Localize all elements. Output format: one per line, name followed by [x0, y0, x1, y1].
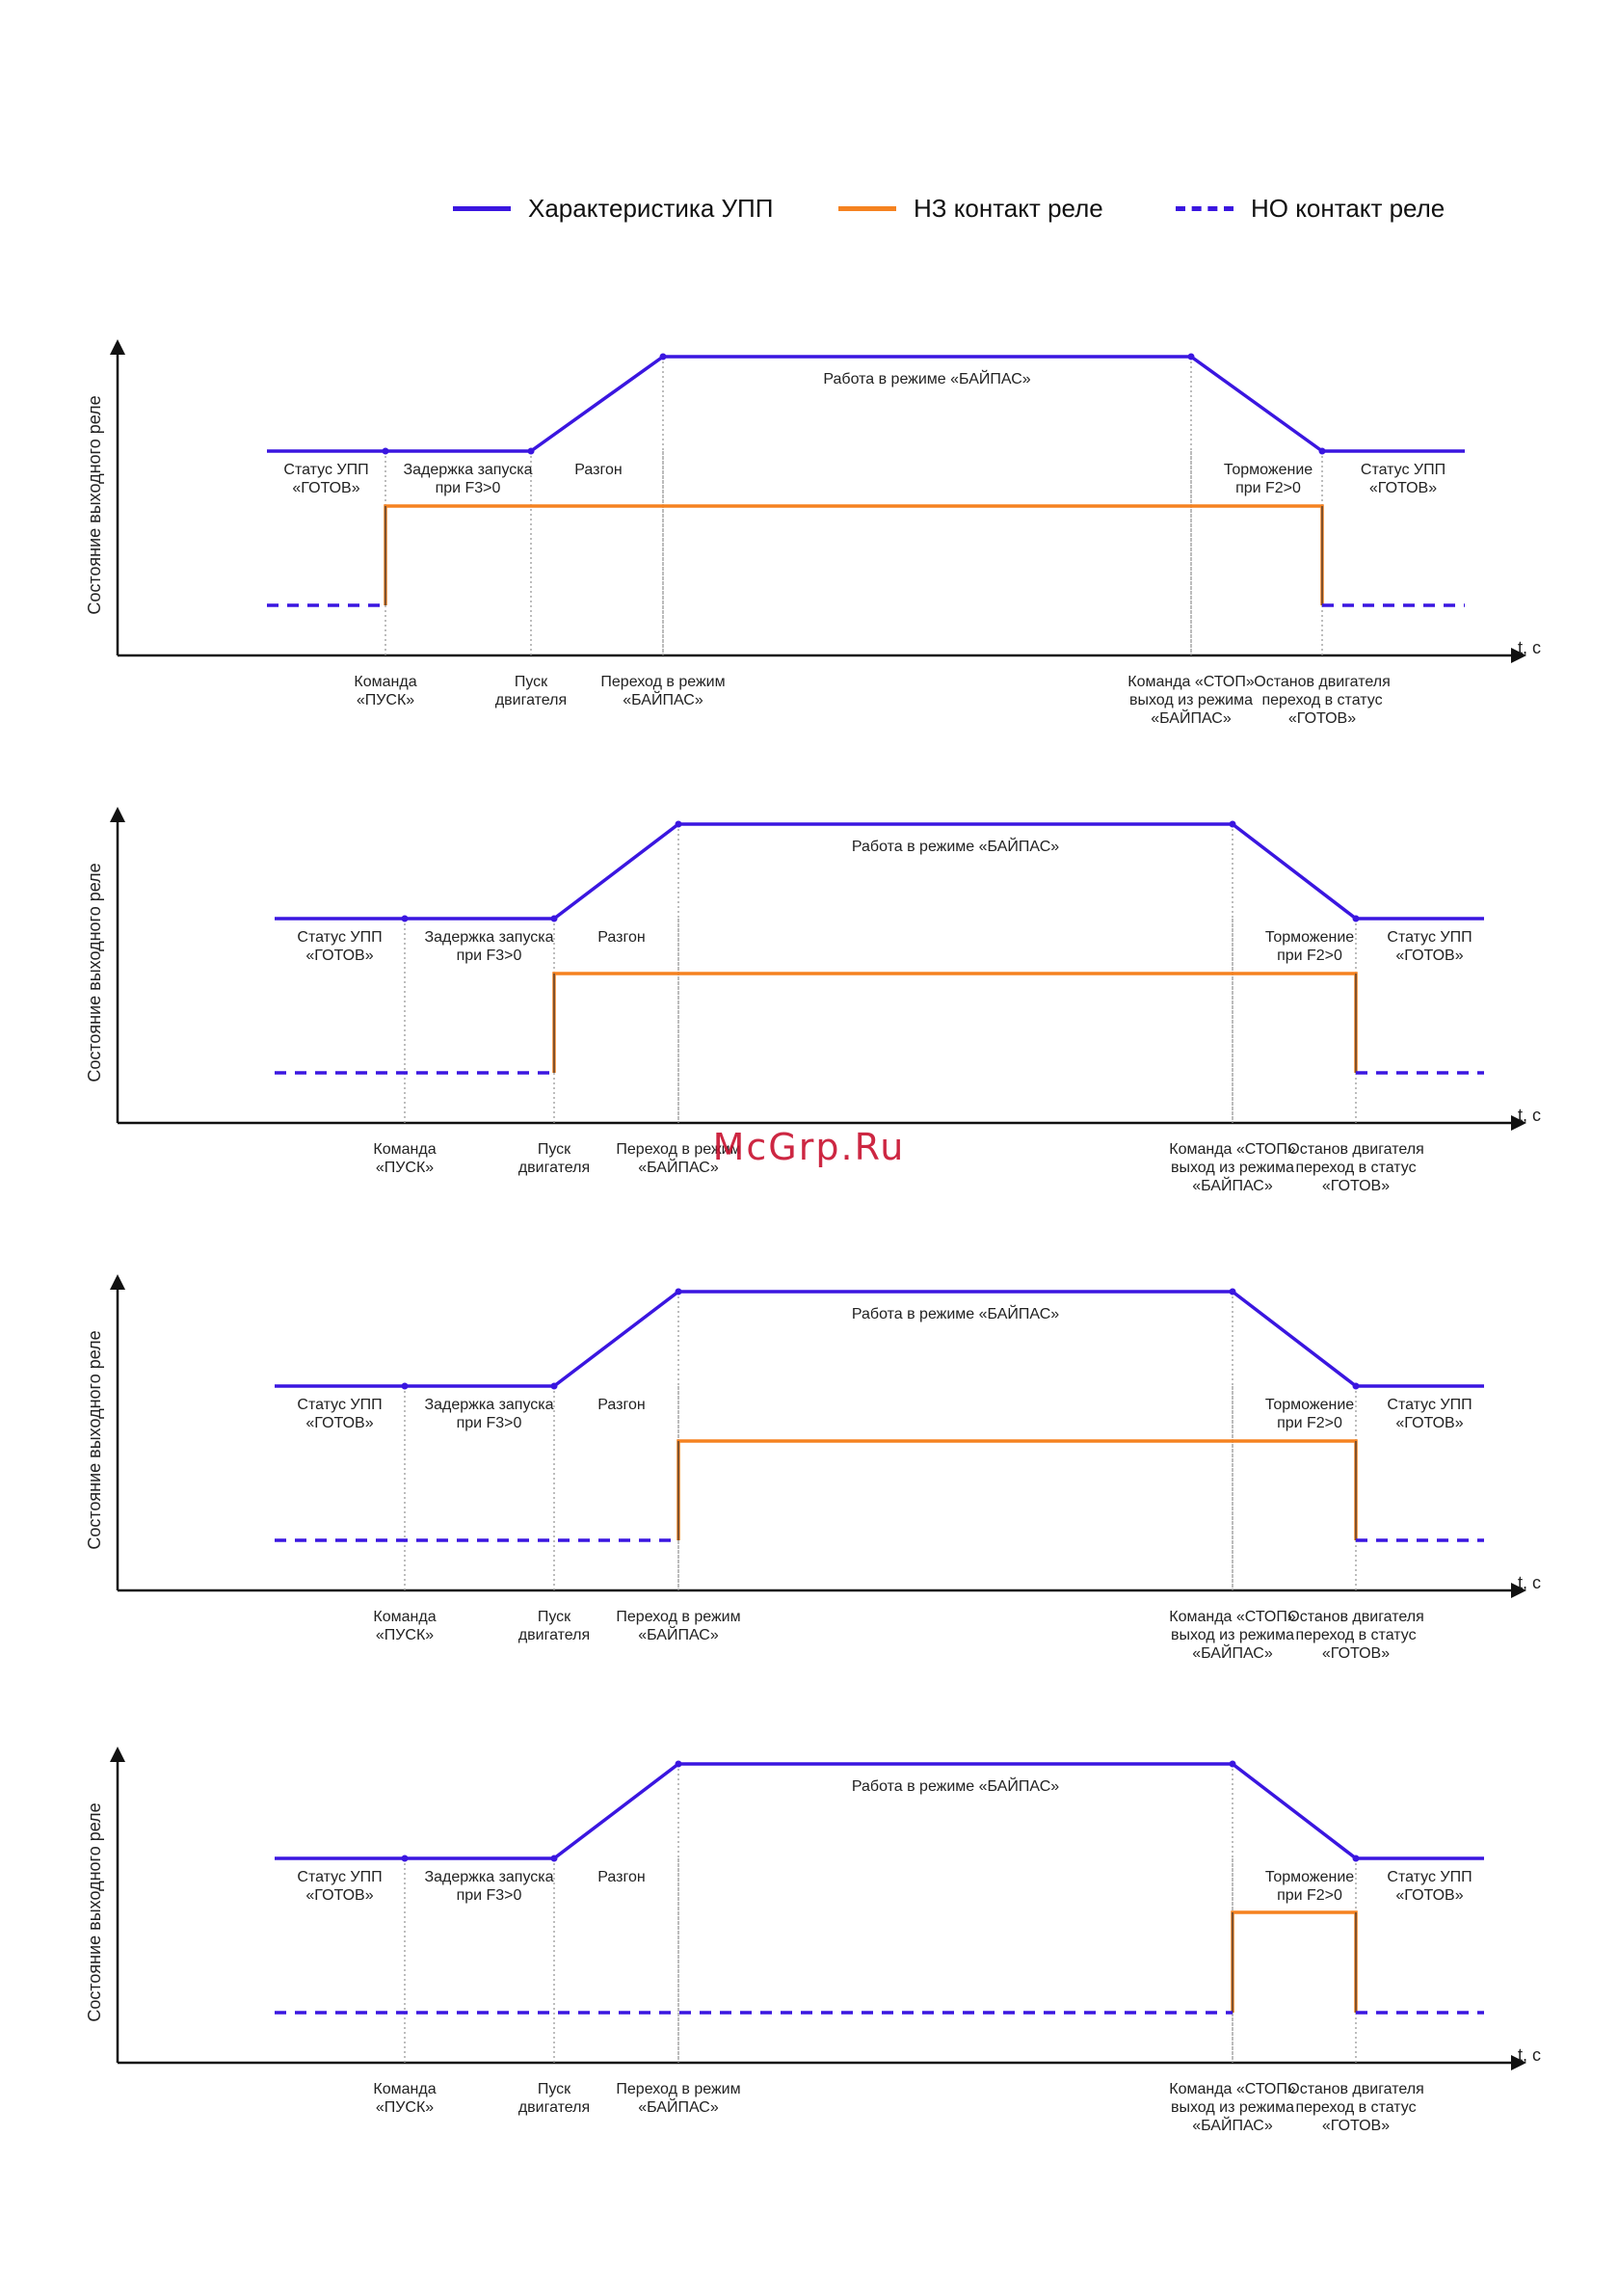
x-axis-label: t, с	[1518, 1106, 1542, 1125]
state-label	[424, 1397, 553, 1431]
characteristic-point	[676, 821, 682, 828]
state-label	[1387, 1397, 1472, 1431]
y-axis-label: Состояние выходного реле	[85, 863, 104, 1082]
label-line: Разгон	[597, 1397, 646, 1413]
x-axis-label: t, с	[1518, 638, 1542, 657]
y-axis-arrow	[110, 339, 125, 355]
event-label	[1287, 1609, 1424, 1662]
label-line: Останов двигателя	[1287, 1141, 1424, 1158]
characteristic-point	[676, 1289, 682, 1295]
characteristic-point	[402, 1855, 409, 1862]
label-line: Статус УПП	[297, 929, 383, 946]
label-line: Пуск	[537, 1609, 571, 1625]
legend-label: НО контакт реле	[1251, 193, 1446, 223]
relay-chart-3	[0, 1263, 1618, 1677]
state-label	[1265, 929, 1354, 964]
label-line: Статус УПП	[1387, 1869, 1472, 1885]
label-line: «БАЙПАС»	[1151, 710, 1232, 727]
characteristic-point	[551, 1383, 558, 1390]
label-line: при F3>0	[456, 1887, 522, 1904]
label-line: «БАЙПАС»	[638, 2099, 719, 2116]
characteristic-point	[1353, 916, 1360, 922]
label-line: Статус УПП	[1387, 1397, 1472, 1413]
characteristic-point	[402, 1383, 409, 1390]
label-line: «ПУСК»	[356, 692, 415, 708]
label-line: при F2>0	[1235, 480, 1301, 496]
label-line: при F3>0	[456, 1415, 522, 1431]
characteristic-point	[1353, 1383, 1360, 1390]
series-nc-contact-line	[678, 1441, 1356, 1540]
legend-swatch-solid-orange	[838, 206, 896, 211]
characteristic-point	[551, 1855, 558, 1862]
label-line: Статус УПП	[1360, 462, 1446, 478]
characteristic-point	[1353, 1855, 1360, 1862]
label-line: Задержка запуска	[424, 929, 554, 946]
label-line: «БАЙПАС»	[638, 1160, 719, 1176]
legend-swatch-solid-blue	[453, 206, 511, 211]
state-label	[574, 462, 622, 478]
label-line: Пуск	[514, 674, 548, 690]
state-label	[1387, 929, 1472, 964]
label-line: переход в статус	[1295, 1160, 1417, 1176]
label-line: Задержка запуска	[403, 462, 533, 478]
label-line: «ГОТОВ»	[1395, 948, 1464, 964]
label-line: при F3>0	[456, 948, 522, 964]
label-line: выход из режима	[1170, 1160, 1295, 1176]
label-line: Разгон	[574, 462, 623, 478]
label-line: «ГОТОВ»	[1321, 1178, 1391, 1194]
label-line: Задержка запуска	[424, 1397, 554, 1413]
label-line: «ГОТОВ»	[1287, 710, 1357, 727]
label-line: Работа в режиме «БАЙПАС»	[851, 1778, 1060, 1795]
characteristic-point	[1188, 354, 1195, 360]
state-label	[1361, 462, 1446, 496]
label-line: «БАЙПАС»	[1192, 2118, 1273, 2134]
watermark: McGrp.Ru	[712, 1126, 906, 1168]
y-axis-arrow	[110, 1274, 125, 1290]
label-line: Команда	[354, 674, 417, 690]
label-line: двигателя	[517, 1160, 591, 1176]
event-label	[1127, 674, 1255, 727]
label-line: Работа в режиме «БАЙПАС»	[851, 1306, 1060, 1322]
label-line: Торможение	[1223, 462, 1313, 478]
characteristic-point	[1230, 1289, 1236, 1295]
state-label	[852, 1776, 1059, 1795]
event-label	[1254, 674, 1391, 727]
event-label	[518, 2081, 590, 2116]
y-axis-label: Состояние выходного реле	[85, 395, 104, 615]
label-line: «БАЙПАС»	[623, 692, 703, 708]
label-line: при F2>0	[1277, 1887, 1342, 1904]
label-line: двигателя	[517, 2099, 591, 2116]
label-line: Статус УПП	[297, 1869, 383, 1885]
state-label	[297, 1397, 382, 1431]
state-label	[597, 929, 645, 946]
label-line: Пуск	[537, 1141, 571, 1158]
state-label	[597, 1869, 645, 1885]
label-line: «ГОТОВ»	[1321, 1645, 1391, 1662]
state-label	[297, 929, 382, 964]
label-line: «БАЙПАС»	[638, 1627, 719, 1643]
event-label	[616, 1609, 740, 1643]
characteristic-point	[660, 354, 667, 360]
state-label	[1224, 462, 1313, 496]
state-label	[823, 369, 1030, 387]
label-line: при F3>0	[435, 480, 501, 496]
state-label	[403, 462, 532, 496]
legend	[453, 189, 1513, 227]
label-line: Переход в режим	[616, 1141, 741, 1158]
legend-item-nc-contact	[838, 189, 1103, 227]
label-line: «ГОТОВ»	[1321, 2118, 1391, 2134]
label-line: выход из режима	[1170, 2099, 1295, 2116]
relay-chart-1	[0, 328, 1618, 742]
y-axis-label: Состояние выходного реле	[85, 1802, 104, 2022]
series-nc-contact-line	[554, 974, 1356, 1073]
event-label	[373, 1609, 436, 1643]
event-label	[373, 2081, 436, 2116]
legend-label: Характеристика УПП	[528, 193, 774, 223]
label-line: «ГОТОВ»	[305, 1415, 374, 1431]
event-label	[1169, 2081, 1296, 2134]
characteristic-point	[1230, 1761, 1236, 1768]
y-axis-arrow	[110, 807, 125, 822]
label-line: выход из режима	[1170, 1627, 1295, 1643]
state-label	[852, 837, 1059, 855]
label-line: Торможение	[1264, 1397, 1355, 1413]
label-line: Команда «СТОП»	[1169, 1609, 1296, 1625]
label-line: Команда «СТОП»	[1169, 1141, 1296, 1158]
legend-item-characteristic	[453, 189, 773, 227]
state-label	[1387, 1869, 1472, 1904]
series-nc-contact-line	[385, 506, 1322, 605]
label-line: двигателя	[517, 1627, 591, 1643]
event-label	[495, 674, 567, 708]
label-line: Команда	[373, 1609, 437, 1625]
label-line: «ПУСК»	[375, 1160, 435, 1176]
label-line: Задержка запуска	[424, 1869, 554, 1885]
label-line: «ПУСК»	[375, 2099, 435, 2116]
legend-swatch-dashed-blue	[1176, 206, 1233, 211]
label-line: Работа в режиме «БАЙПАС»	[823, 371, 1031, 387]
y-axis-label: Состояние выходного реле	[85, 1330, 104, 1550]
label-line: Команда	[373, 2081, 437, 2097]
label-line: Команда	[373, 1141, 437, 1158]
state-label	[424, 1869, 553, 1904]
label-line: Торможение	[1264, 929, 1355, 946]
state-label	[1265, 1869, 1354, 1904]
label-line: Пуск	[537, 2081, 571, 2097]
label-line: Работа в режиме «БАЙПАС»	[851, 839, 1060, 855]
label-line: двигателя	[494, 692, 568, 708]
label-line: Статус УПП	[283, 462, 369, 478]
x-axis-label: t, с	[1518, 1573, 1542, 1592]
label-line: «ГОТОВ»	[1395, 1415, 1464, 1431]
characteristic-point	[528, 448, 535, 455]
event-label	[616, 2081, 740, 2116]
state-label	[283, 462, 368, 496]
label-line: переход в статус	[1295, 2099, 1417, 2116]
state-label	[1265, 1397, 1354, 1431]
legend-label: НЗ контакт реле	[914, 193, 1103, 223]
label-line: Разгон	[597, 929, 646, 946]
state-label	[852, 1304, 1059, 1322]
label-line: Переход в режим	[616, 1609, 741, 1625]
label-line: переход в статус	[1295, 1627, 1417, 1643]
characteristic-point	[1319, 448, 1326, 455]
label-line: «БАЙПАС»	[1192, 1645, 1273, 1662]
characteristic-point	[402, 916, 409, 922]
label-line: «ГОТОВ»	[1368, 480, 1438, 496]
event-label	[518, 1609, 590, 1643]
characteristic-point	[676, 1761, 682, 1768]
label-line: «ГОТОВ»	[305, 948, 374, 964]
legend-item-no-contact	[1176, 189, 1445, 227]
label-line: Переход в режим	[616, 2081, 741, 2097]
y-axis-arrow	[110, 1747, 125, 1762]
label-line: Останов двигателя	[1287, 1609, 1424, 1625]
label-line: Статус УПП	[297, 1397, 383, 1413]
relay-chart-4	[0, 1735, 1618, 2149]
label-line: Команда «СТОП»	[1127, 674, 1255, 690]
label-line: Разгон	[597, 1869, 646, 1885]
label-line: выход из режима	[1128, 692, 1254, 708]
label-line: «ПУСК»	[375, 1627, 435, 1643]
label-line: Останов двигателя	[1287, 2081, 1424, 2097]
label-line: «БАЙПАС»	[1192, 1178, 1273, 1194]
label-line: при F2>0	[1277, 1415, 1342, 1431]
characteristic-point	[551, 916, 558, 922]
state-label	[424, 929, 553, 964]
label-line: «ГОТОВ»	[305, 1887, 374, 1904]
event-label	[1287, 2081, 1424, 2134]
label-line: «ГОТОВ»	[1395, 1887, 1464, 1904]
state-label	[597, 1397, 645, 1413]
characteristic-point	[1230, 821, 1236, 828]
event-label	[354, 674, 416, 708]
label-line: при F2>0	[1277, 948, 1342, 964]
characteristic-point	[383, 448, 389, 455]
label-line: Останов двигателя	[1254, 674, 1391, 690]
series-nc-contact-line	[1233, 1912, 1356, 2013]
label-line: Статус УПП	[1387, 929, 1472, 946]
label-line: Торможение	[1264, 1869, 1355, 1885]
x-axis-label: t, с	[1518, 2045, 1542, 2065]
label-line: Команда «СТОП»	[1169, 2081, 1296, 2097]
event-label	[600, 674, 725, 708]
label-line: Переход в режим	[600, 674, 726, 690]
event-label	[1169, 1609, 1296, 1662]
label-line: «ГОТОВ»	[292, 480, 360, 496]
state-label	[297, 1869, 382, 1904]
label-line: переход в статус	[1261, 692, 1383, 708]
